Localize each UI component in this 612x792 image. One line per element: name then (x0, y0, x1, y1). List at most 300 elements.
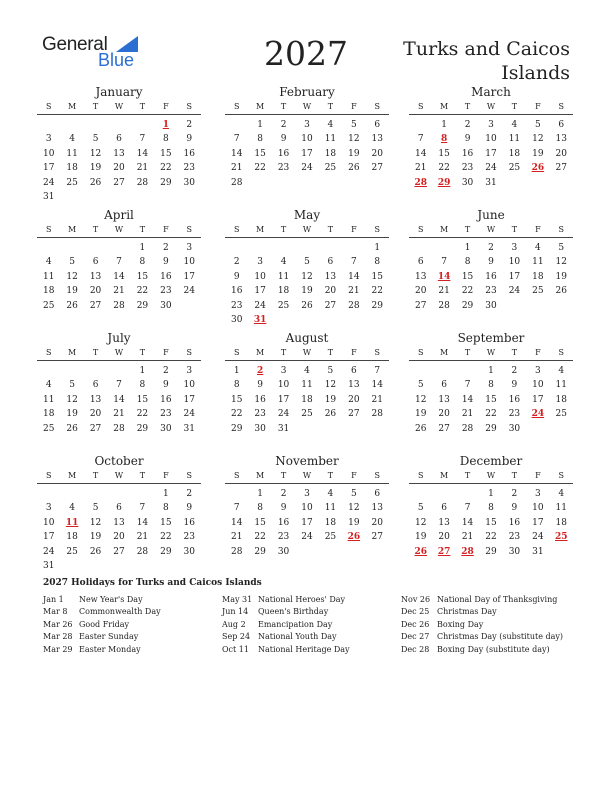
day-cell: 22 (230, 409, 243, 420)
day-cell: 24 (42, 177, 55, 188)
empty-cell (248, 241, 271, 255)
day-cell: 29 (136, 423, 149, 434)
day-cell: 1 (488, 489, 494, 499)
weekday-label: T (280, 348, 287, 357)
day-cell: 19 (348, 148, 360, 159)
day-cell: 20 (414, 286, 427, 297)
holiday-name: National Day of Thanksgiving (437, 595, 558, 604)
day-grid (225, 118, 389, 190)
day-cell: 6 (116, 503, 122, 514)
day-cell: 12 (89, 148, 102, 159)
weekday-label: F (163, 102, 169, 111)
month-name: March (471, 85, 511, 99)
weekday-label: M (68, 225, 77, 234)
day-cell: 27 (438, 423, 450, 434)
day-cell: 5 (304, 257, 310, 268)
day-cell: 12 (555, 257, 567, 268)
day-cell: 18 (66, 532, 78, 543)
empty-cell (60, 487, 83, 501)
day-cell: 13 (371, 503, 383, 514)
weekday-label: F (535, 471, 541, 480)
day-cell: 5 (92, 503, 99, 514)
day-cell: 8 (162, 134, 169, 145)
day-cell: 14 (113, 271, 125, 282)
day-cell: 26 (66, 300, 78, 311)
holiday-day-cell: 1 (162, 120, 169, 130)
day-cell: 18 (277, 286, 290, 297)
day-cell: 24 (183, 286, 195, 297)
holiday-date: Jun 14 (222, 607, 249, 617)
day-cell: 18 (324, 148, 337, 159)
day-cell: 8 (464, 257, 471, 268)
day-cell: 2 (511, 366, 518, 376)
day-cell: 27 (371, 532, 383, 543)
day-cell: 30 (508, 423, 521, 434)
day-cell: 12 (414, 517, 427, 528)
weekday-label: S (374, 348, 381, 357)
empty-cell (37, 364, 60, 378)
day-cell: 14 (230, 148, 243, 159)
day-cell: 21 (461, 532, 474, 543)
day-cell: 6 (441, 503, 447, 514)
day-cell: 16 (183, 148, 195, 159)
day-cell: 15 (230, 394, 243, 405)
weekday-label: T (280, 471, 287, 480)
weekday-header (37, 100, 201, 115)
day-cell: 2 (280, 489, 287, 499)
day-cell: 17 (532, 517, 544, 528)
day-cell: 6 (558, 120, 565, 130)
day-cell: 26 (89, 177, 102, 188)
holiday-date: Mar 8 (43, 607, 68, 617)
weekday-label: T (139, 471, 146, 480)
day-cell: 16 (277, 148, 290, 159)
day-cell: 18 (532, 271, 544, 282)
holiday-row (43, 644, 213, 656)
weekday-label: W (302, 102, 312, 111)
holiday-date: Aug 2 (222, 619, 246, 629)
day-cell: 1 (441, 120, 447, 130)
day-cell: 6 (417, 257, 424, 268)
day-cell: 17 (254, 286, 266, 297)
day-cell: 25 (532, 286, 544, 297)
holiday-date: Jan 1 (43, 595, 64, 604)
weekday-header (37, 223, 201, 238)
holiday-day-cell: 26 (414, 546, 427, 557)
day-cell: 25 (324, 532, 337, 543)
empty-cell (295, 241, 318, 255)
day-cell: 27 (113, 546, 125, 557)
month-name: April (104, 208, 134, 222)
day-cell: 27 (348, 409, 360, 420)
day-cell: 8 (257, 134, 263, 145)
day-cell: 6 (350, 366, 357, 376)
day-cell: 10 (277, 380, 290, 391)
day-cell: 30 (508, 546, 521, 557)
empty-cell (84, 364, 107, 378)
day-cell: 9 (186, 503, 193, 514)
holiday-name: Emancipation Day (258, 619, 333, 629)
holiday-name: Boxing Day (437, 619, 484, 629)
day-cell: 5 (534, 120, 541, 130)
weekday-label: S (558, 471, 565, 480)
holiday-day-cell: 11 (65, 517, 79, 528)
empty-cell (272, 241, 295, 255)
day-cell: 29 (160, 177, 172, 188)
empty-cell (37, 487, 60, 501)
day-cell: 13 (89, 271, 102, 282)
empty-cell (84, 241, 107, 255)
day-cell: 4 (327, 489, 334, 499)
day-cell: 14 (230, 517, 243, 528)
weekday-label: S (45, 102, 52, 111)
holiday-row (43, 594, 213, 606)
day-cell: 22 (461, 286, 474, 297)
day-cell: 7 (233, 134, 240, 145)
country-name (370, 37, 570, 85)
day-cell: 16 (508, 517, 521, 528)
weekday-label: T (139, 225, 146, 234)
day-cell: 2 (162, 243, 169, 253)
day-cell: 29 (461, 300, 474, 311)
day-cell: 19 (324, 394, 337, 405)
weekday-label: T (92, 102, 99, 111)
day-cell: 24 (301, 532, 313, 543)
day-cell: 16 (508, 394, 521, 405)
holiday-day-cell: 14 (437, 271, 451, 282)
day-cell: 29 (485, 423, 497, 434)
day-cell: 20 (348, 394, 360, 405)
day-cell: 14 (136, 148, 149, 159)
day-cell: 18 (555, 394, 567, 405)
month-february (225, 84, 389, 190)
weekday-label: W (302, 348, 312, 357)
weekday-label: T (92, 225, 99, 234)
day-grid (409, 487, 573, 559)
day-cell: 20 (113, 532, 125, 543)
day-cell: 1 (139, 366, 146, 376)
weekday-label: S (558, 225, 565, 234)
day-cell: 23 (160, 286, 172, 297)
day-cell: 22 (160, 163, 172, 174)
day-cell: 13 (113, 148, 125, 159)
weekday-label: T (511, 102, 518, 111)
empty-cell (37, 118, 60, 132)
day-cell: 4 (534, 243, 541, 253)
day-cell: 13 (324, 271, 337, 282)
day-cell: 26 (301, 300, 313, 311)
day-grid (37, 118, 201, 204)
day-cell: 18 (555, 517, 567, 528)
empty-cell (456, 487, 479, 501)
empty-cell (319, 241, 342, 255)
weekday-label: T (511, 348, 518, 357)
day-cell: 10 (254, 271, 266, 282)
day-cell: 19 (301, 286, 313, 297)
day-grid (225, 364, 389, 436)
weekday-label: M (68, 471, 77, 480)
holiday-day-cell: 31 (253, 314, 267, 325)
day-cell: 31 (532, 546, 544, 557)
day-cell: 4 (45, 257, 52, 268)
month-name: January (95, 85, 143, 99)
day-cell: 14 (136, 517, 149, 528)
day-cell: 11 (555, 380, 567, 391)
day-cell: 16 (160, 394, 172, 405)
holiday-row (401, 594, 571, 606)
day-cell: 4 (304, 366, 310, 376)
day-cell: 19 (348, 517, 360, 528)
day-cell: 9 (280, 503, 287, 514)
holiday-name: Christmas Day (437, 607, 497, 617)
weekday-label: W (114, 348, 124, 357)
weekday-label: M (440, 348, 449, 357)
day-cell: 10 (532, 380, 544, 391)
day-cell: 23 (183, 532, 195, 543)
holiday-date: Dec 28 (401, 644, 430, 654)
day-cell: 4 (558, 366, 565, 376)
empty-cell (342, 241, 365, 255)
day-cell: 3 (304, 489, 310, 499)
day-grid (37, 487, 201, 573)
empty-cell (456, 364, 479, 378)
day-cell: 15 (160, 148, 172, 159)
day-cell: 3 (280, 366, 287, 376)
day-cell: 17 (277, 394, 290, 405)
day-cell: 5 (327, 366, 334, 376)
day-cell: 3 (534, 366, 541, 376)
holiday-day-cell: 26 (347, 532, 361, 543)
day-cell: 28 (136, 177, 149, 188)
holiday-column (222, 594, 392, 656)
day-cell: 13 (348, 380, 360, 391)
weekday-label: S (186, 348, 193, 357)
weekday-label: M (256, 102, 265, 111)
day-cell: 15 (160, 517, 172, 528)
holiday-day-cell: 28 (461, 546, 474, 557)
weekday-label: W (486, 102, 496, 111)
day-cell: 9 (162, 380, 169, 391)
day-cell: 12 (66, 271, 78, 282)
weekday-header (409, 223, 573, 238)
empty-cell (225, 241, 248, 255)
day-cell: 16 (485, 271, 497, 282)
day-cell: 23 (254, 409, 266, 420)
day-cell: 1 (488, 366, 494, 376)
day-cell: 25 (66, 546, 78, 557)
day-cell: 8 (139, 380, 146, 391)
holiday-row (43, 631, 213, 643)
day-cell: 11 (324, 134, 337, 145)
day-cell: 28 (230, 177, 243, 188)
day-cell: 8 (139, 257, 146, 268)
weekday-label: T (139, 102, 146, 111)
weekday-label: M (68, 348, 77, 357)
day-cell: 23 (277, 532, 290, 543)
day-cell: 15 (136, 271, 149, 282)
day-grid (409, 118, 573, 190)
empty-cell (107, 487, 130, 501)
weekday-label: S (186, 102, 193, 111)
weekday-label: W (114, 471, 124, 480)
holiday-day-cell: 24 (531, 409, 545, 420)
day-cell: 25 (324, 163, 337, 174)
day-grid (37, 364, 201, 436)
day-cell: 5 (558, 243, 565, 253)
day-cell: 1 (257, 489, 263, 499)
holiday-date: May 31 (222, 595, 253, 604)
day-cell: 11 (324, 503, 337, 514)
holiday-row (401, 619, 571, 631)
day-cell: 9 (257, 380, 263, 391)
weekday-header (37, 469, 201, 484)
weekday-label: T (464, 102, 471, 111)
day-cell: 30 (183, 177, 195, 188)
day-cell: 23 (485, 286, 497, 297)
empty-cell (60, 241, 83, 255)
page-header (0, 0, 612, 90)
day-cell: 27 (555, 163, 567, 174)
month-may (225, 207, 389, 327)
day-cell: 9 (511, 380, 518, 391)
weekday-label: S (186, 471, 193, 480)
holiday-row (43, 606, 213, 618)
day-cell: 8 (233, 380, 240, 391)
logo-general-text: General (42, 34, 108, 55)
empty-cell (409, 487, 432, 501)
day-cell: 22 (485, 532, 497, 543)
day-cell: 14 (461, 517, 474, 528)
day-grid (225, 487, 389, 559)
day-cell: 29 (254, 546, 266, 557)
day-cell: 30 (160, 300, 172, 311)
day-cell: 11 (66, 148, 78, 159)
day-cell: 15 (438, 148, 450, 159)
day-cell: 23 (230, 300, 243, 311)
day-cell: 21 (113, 409, 125, 420)
day-cell: 3 (534, 489, 541, 499)
day-cell: 17 (42, 163, 55, 174)
empty-cell (37, 241, 60, 255)
day-cell: 16 (461, 148, 474, 159)
weekday-label: M (256, 471, 265, 480)
month-name: July (107, 331, 131, 345)
country-line-1: Turks and Caicos (403, 38, 570, 60)
holiday-day-cell: 26 (531, 163, 545, 174)
holiday-date: Mar 29 (43, 644, 73, 654)
day-cell: 20 (371, 148, 383, 159)
holiday-day-cell: 8 (441, 134, 448, 145)
day-cell: 4 (45, 380, 52, 391)
empty-cell (432, 241, 455, 255)
weekday-label: T (464, 225, 471, 234)
day-cell: 25 (301, 409, 313, 420)
holiday-day-cell: 25 (555, 532, 568, 543)
day-cell: 5 (69, 380, 75, 391)
day-cell: 4 (69, 503, 75, 514)
day-cell: 2 (280, 120, 287, 130)
logo-blue-text: Blue (98, 50, 135, 70)
day-cell: 20 (555, 148, 567, 159)
day-cell: 4 (280, 257, 287, 268)
day-cell: 2 (162, 366, 169, 376)
day-cell: 7 (374, 366, 381, 376)
day-cell: 19 (66, 286, 78, 297)
day-cell: 3 (488, 120, 494, 130)
weekday-label: T (464, 348, 471, 357)
empty-cell (131, 487, 154, 501)
day-cell: 20 (438, 409, 450, 420)
day-cell: 27 (113, 177, 125, 188)
day-cell: 6 (374, 120, 381, 130)
holiday-name: Queen's Birthday (258, 607, 329, 617)
month-august (225, 330, 389, 436)
weekday-label: M (256, 225, 265, 234)
day-cell: 18 (66, 163, 78, 174)
day-cell: 14 (461, 394, 474, 405)
weekday-header (409, 100, 573, 115)
day-cell: 27 (414, 300, 427, 311)
day-cell: 25 (42, 300, 55, 311)
holiday-row (222, 631, 392, 643)
weekday-label: T (139, 348, 146, 357)
empty-cell (432, 364, 455, 378)
day-cell: 17 (301, 148, 313, 159)
day-cell: 1 (257, 120, 263, 130)
month-march (409, 84, 573, 190)
day-cell: 20 (324, 286, 337, 297)
day-cell: 28 (461, 423, 474, 434)
empty-cell (60, 364, 83, 378)
day-cell: 25 (555, 409, 567, 420)
day-cell: 19 (414, 532, 427, 543)
day-cell: 3 (186, 243, 193, 253)
day-cell: 29 (230, 423, 243, 434)
day-cell: 24 (42, 546, 55, 557)
day-cell: 9 (464, 134, 471, 145)
day-cell: 28 (136, 546, 149, 557)
day-cell: 11 (301, 380, 313, 391)
day-cell: 1 (139, 243, 146, 253)
day-cell: 14 (348, 271, 360, 282)
brand-logo (42, 34, 142, 74)
holiday-day-cell: 29 (437, 177, 451, 188)
weekday-label: F (535, 348, 541, 357)
day-cell: 19 (555, 271, 567, 282)
day-cell: 22 (438, 163, 450, 174)
day-cell: 12 (301, 271, 313, 282)
day-cell: 21 (461, 409, 474, 420)
empty-cell (107, 364, 130, 378)
day-cell: 27 (89, 423, 102, 434)
weekday-label: W (486, 225, 496, 234)
day-cell: 28 (113, 423, 125, 434)
day-cell: 21 (348, 286, 360, 297)
weekday-label: S (45, 225, 52, 234)
day-cell: 21 (136, 532, 149, 543)
day-cell: 16 (160, 271, 172, 282)
month-january (37, 84, 201, 204)
weekday-label: F (351, 471, 357, 480)
weekday-label: F (535, 225, 541, 234)
weekday-label: T (511, 225, 518, 234)
day-cell: 12 (89, 517, 102, 528)
weekday-label: S (417, 348, 424, 357)
day-cell: 5 (350, 120, 357, 130)
day-cell: 6 (92, 380, 99, 391)
day-grid (37, 241, 201, 313)
empty-cell (409, 241, 432, 255)
